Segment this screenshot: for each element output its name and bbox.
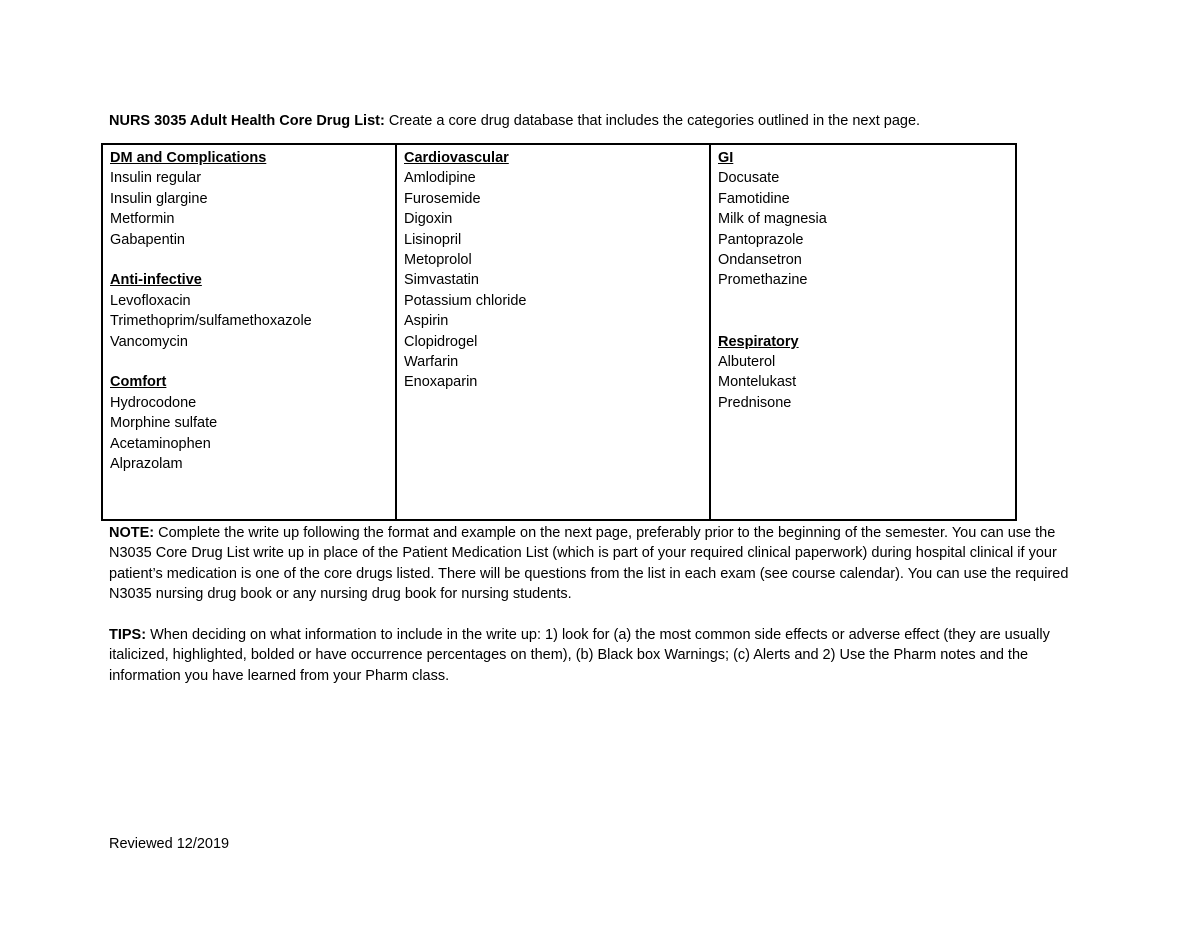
drug-item: Amlodipine xyxy=(404,170,476,187)
drug-item: Potassium chloride xyxy=(404,292,527,309)
note-label: NOTE: xyxy=(109,525,155,541)
drug-item: Vancomycin xyxy=(110,333,188,350)
drug-item: Albuterol xyxy=(718,354,776,371)
drug-item: Furosemide xyxy=(404,190,481,207)
drug-item: Alprazolam xyxy=(110,456,183,473)
drug-item: Ondansetron xyxy=(718,252,802,269)
heading-title: NURS 3035 Adult Health Core Drug List: xyxy=(109,113,385,129)
category-title-dm: DM and Complications xyxy=(110,150,267,166)
category-title-comfort: Comfort xyxy=(110,374,167,391)
drug-item: Acetaminophen xyxy=(110,435,211,452)
drug-column-1 xyxy=(103,145,397,519)
drug-item: Levofloxacin xyxy=(110,292,191,309)
drug-column-3 xyxy=(711,145,1015,519)
drug-item: Trimethoprim/sulfamethoxazole xyxy=(110,313,312,330)
drug-item: Docusate xyxy=(718,170,780,187)
drug-column-2 xyxy=(397,145,711,519)
drug-item: Metformin xyxy=(110,211,175,228)
drug-item: Aspirin xyxy=(404,313,449,330)
drug-item: Digoxin xyxy=(404,211,453,228)
tips-label: TIPS: xyxy=(109,627,147,643)
spacer xyxy=(110,352,395,372)
drug-item: Insulin regular xyxy=(110,170,202,187)
drug-item: Milk of magnesia xyxy=(718,211,827,228)
drug-item: Insulin glargine xyxy=(110,190,208,207)
drug-table xyxy=(101,143,1017,521)
drug-item: Simvastatin xyxy=(404,272,479,289)
drug-item: Clopidrogel xyxy=(404,333,478,350)
drug-item: Warfarin xyxy=(404,354,459,371)
heading-subtitle: Create a core drug database that includes the categories outlined in the next page. xyxy=(388,113,921,129)
spacer xyxy=(718,291,1015,332)
drug-item: Morphine sulfate xyxy=(110,415,218,432)
page-heading xyxy=(109,112,920,130)
category-title-gi: GI xyxy=(718,150,734,166)
category-title-cardiovascular: Cardiovascular xyxy=(404,150,509,166)
tips-paragraph xyxy=(109,625,1094,686)
reviewed-date: Reviewed 12/2019 xyxy=(109,836,230,852)
drug-item: Montelukast xyxy=(718,374,797,391)
drug-item: Metoprolol xyxy=(404,252,472,269)
tips-text: When deciding on what information to include in the write up: 1) look for (a) the most common side effects or adverse effect (they are usually italicized, highlighted, bolded or have occurrence percentages on them), (b) Black box Warnings; (c) Alerts and 2) Use the Pharm notes and the information you have learned from your Pharm class. xyxy=(109,627,1050,684)
note-paragraph xyxy=(109,523,1094,605)
drug-item: Gabapentin xyxy=(110,231,185,248)
drug-item: Hydrocodone xyxy=(110,394,197,411)
category-title-respiratory: Respiratory xyxy=(718,333,799,350)
drug-item: Lisinopril xyxy=(404,231,462,248)
drug-item: Prednisone xyxy=(718,394,792,411)
drug-item: Famotidine xyxy=(718,190,790,207)
spacer xyxy=(110,250,395,270)
drug-item: Pantoprazole xyxy=(718,231,804,248)
category-title-anti-infective: Anti-infective xyxy=(110,272,202,289)
note-text: Complete the write up following the format and example on the next page, preferably prior to the beginning of the semester. You can use the N3035 Core Drug List write up in place of the Patient Medication List (which is part of your required clinical paperwork) during hospital clinical if your patient’s medication is one of the core drugs listed. There will be questions from the list in each exam (see course calendar). You can use the required N3035 nursing drug book or any nursing drug book for nursing students. xyxy=(109,525,1069,603)
drug-item: Enoxaparin xyxy=(404,374,478,391)
drug-item: Promethazine xyxy=(718,272,808,289)
